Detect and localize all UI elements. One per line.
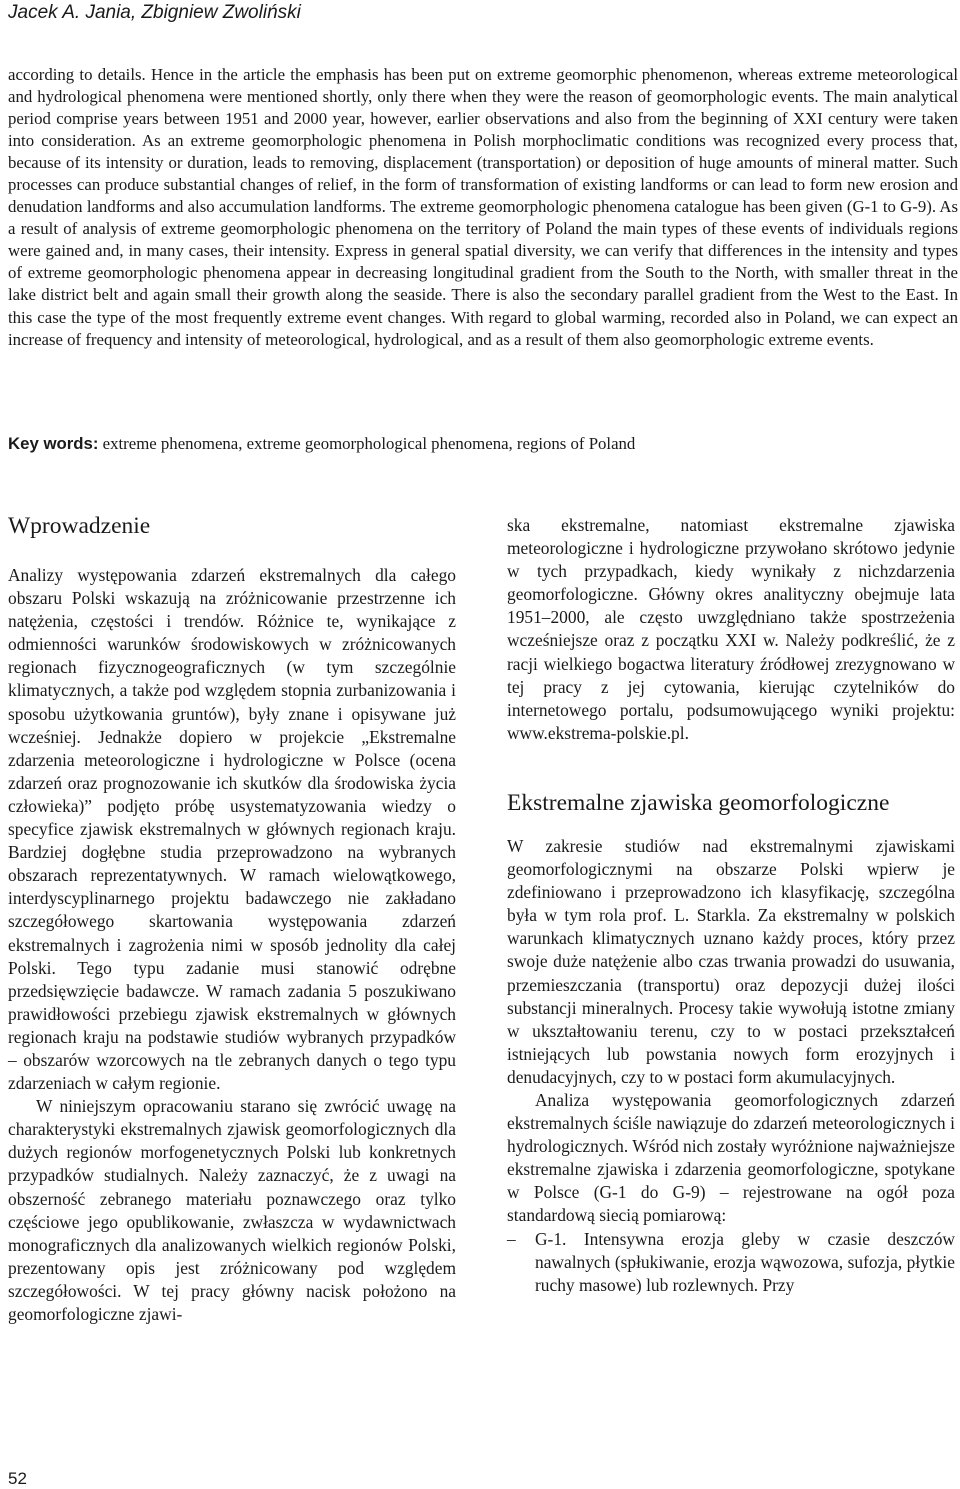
section-heading-extreme-phenomena: Ekstremalne zjawiska geomorfologiczne: [507, 789, 890, 816]
section-heading-introduction: Wprowadzenie: [8, 513, 151, 539]
body-paragraph: Analizy występowania zdarzeń ekstremalnych dla całego obszaru Polski wskazują na zróżnicowanie przestrzenne ich natężenia, częstości i trendów. Różnice te, wynikające z odmienności warunków środowiskowych w zróżnicowanych regionach fizycznogeograficznych (w tym szczególnie klimatycznych, a także pod względem stopnia zurbanizowania i sposobu użytkowania gruntów), były znane i opisywane już wcześniej. Jednakże dopiero w projekcie „Ekstremalne zdarzenia meteorologiczne i hydrologiczne w Polsce (ocena zdarzeń oraz prognozowanie ich skutków dla środowiska życia człowieka)” podjęto próbę usystematyzowania wiedzy o specyfice zjawisk ekstremalnych w głównych regionach kraju. Bardziej dogłębne studia przeprowadzono na wybranych obszarach reprezentatywnych. W ramach wielowątkowego, interdyscyplinarnego projektu badawczego nie zakładano szczegółowego skartowania występowania zdarzeń ekstremalnych i zagrożenia nimi w sposób jednolity dla całej Polski. Tego typu zadanie musi stanowić odrębne przedsięwzięcie badawcze. W ramach zadania 5 poszukiwano prawidłowości przebiegu zjawisk ekstremalnych w głównych regionach kraju na podstawie studiów wybranych przypadków – obszarów wzorcowych na tle zebranych danych o tego typu zdarzeniach w całym regionie.: [8, 565, 456, 1094]
body-paragraph: W niniejszym opracowaniu starano się zwrócić uwagę na charakterystyki ekstremalnych zjawisk geomorfologicznych dla dużych regionów morfogenetycznych Polski lub konkretnych przypadków studialnych. Należy zaznaczyć, że z uwagi na obszerność zebranego materiału poznawczego oraz tylko częściowe jego opublikowanie, zwłaszcza w wydawnictwach monograficznych dla analizowanych wielkich regionów Polski, prezentowany opis jest zróżnicowany pod względem szczegółowości. W tej pracy główny nacisk położono na geomorfologiczne zjawi-: [8, 1096, 456, 1324]
running-head-authors: Jacek A. Jania, Zbigniew Zwoliński: [8, 2, 301, 23]
left-column: [8, 512, 456, 1326]
body-paragraph-continuation: ska ekstremalne, natomiast ekstremalne zjawiska meteorologiczne i hydrologiczne przywołano skrótowo jedynie w tych przypadkach, kiedy wynikały z nichzdarzenia geomorfologiczne. Główny okres analityczny obejmuje lata 1951–2000, ale często uwzględniano także spostrzeżenia wcześniejsze oraz z początku XXI w. Należy podkreślić, że z racji wielkiego bogactwa literatury źródłowej zrezygnowano w tej pracy z jej cytowania, kierując czytelników do internetowego portalu, podsumowującego wyniki projektu: www.ekstrema-polskie.pl.: [507, 515, 955, 743]
body-paragraph: W zakresie studiów nad ekstremalnymi zjawiskami geomorfologicznymi na obszarze Polski wpierw je zdefiniowano i przeprowadzono ich klasyfikację, szczególna była w tym rola prof. L. Starkla. Za ekstremalny w polskich warunkach klimatycznych uznano każdy proces, który przez swoje duże natężenie albo czas trwania prowadzi do usuwania, przemieszczania (transportu) oraz depozycji dużej ilości substancji mineralnych. Procesy takie wywołują istotne zmiany w ukształtowaniu terenu, czy to w postaci przekształceń istniejących lub powstania nowych form erozyjnych i denudacyjnych, czy to w postaci form akumulacyjnych.: [507, 835, 955, 1087]
abstract-text: according to details. Hence in the article the emphasis has been put on extreme geomorphic phenomenon, whereas extreme meteorological and hydrological phenomena were mentioned shortly, only there when they were the reason of geomorphologic events. The main analytical period comprise years between 1951 and 2000 year, however, earlier observations and also from the beginning of XXI century were taken into consideration. As an extreme geomorphologic phenomena in Polish morphoclimatic conditions was recognized every process that, because of its intensity or duration, leads to removing, displacement (transportation) or deposition of huge amounts of mineral matter. Such processes can produce substantial changes of relief, in the form of transformation of existing landforms or can lead to form new erosion and denudation landforms and also accumulation landforms. The extreme geomorphologic phenomena catalogue has been given (G-1 to G-9). As a result of analysis of extreme geomorphologic phenomena on the territory of Poland the main types of these events of individuals regions were gained and, in many cases, their intensity. Express in general spatial diversity, we can verify that differences in the intensity and types of extreme geomorphologic phenomena appear in decreasing longitudinal gradient from the South to the North, with smaller threat in the lake district belt and again small their growth along the seaside. There is also the secondary parallel gradient from the West to the East. In this case the type of the most frequently extreme event changes. With regard to global warming, recorded also in Poland, we can expect an increase of frequency and intensity of meteorological, hydrological, and as a result of them also geomorphologic extreme events.: [8, 65, 958, 349]
right-column: [507, 514, 955, 1297]
list-dash: –: [507, 1228, 516, 1249]
list-item-text: G-1. Intensywna erozja gleby w czasie deszczów nawalnych (spłukiwanie, erozja wąwozowa, sufozja, płytkie ruchy masowe) lub rozlewnych. Przy: [535, 1228, 955, 1295]
keywords-label: Key words:: [8, 434, 99, 453]
keywords: [8, 433, 958, 455]
page-number: 52: [8, 1469, 27, 1488]
keywords-text: extreme phenomena, extreme geomorphological phenomena, regions of Poland: [102, 434, 636, 453]
body-paragraph: Analiza występowania geomorfologicznych zdarzeń ekstremalnych ściśle nawiązuje do zdarzeń meteorologicznych i hydrologicznych. Wśród nich zostały wyróżnione najważniejsze ekstremalne zjawiska i zdarzenia geomorfologiczne, spotykane w Polsce (G-1 do G-9) – rejestrowane na ogół poza standardową siecią pomiarową:: [507, 1089, 955, 1226]
list-item-g1: [507, 1228, 955, 1297]
